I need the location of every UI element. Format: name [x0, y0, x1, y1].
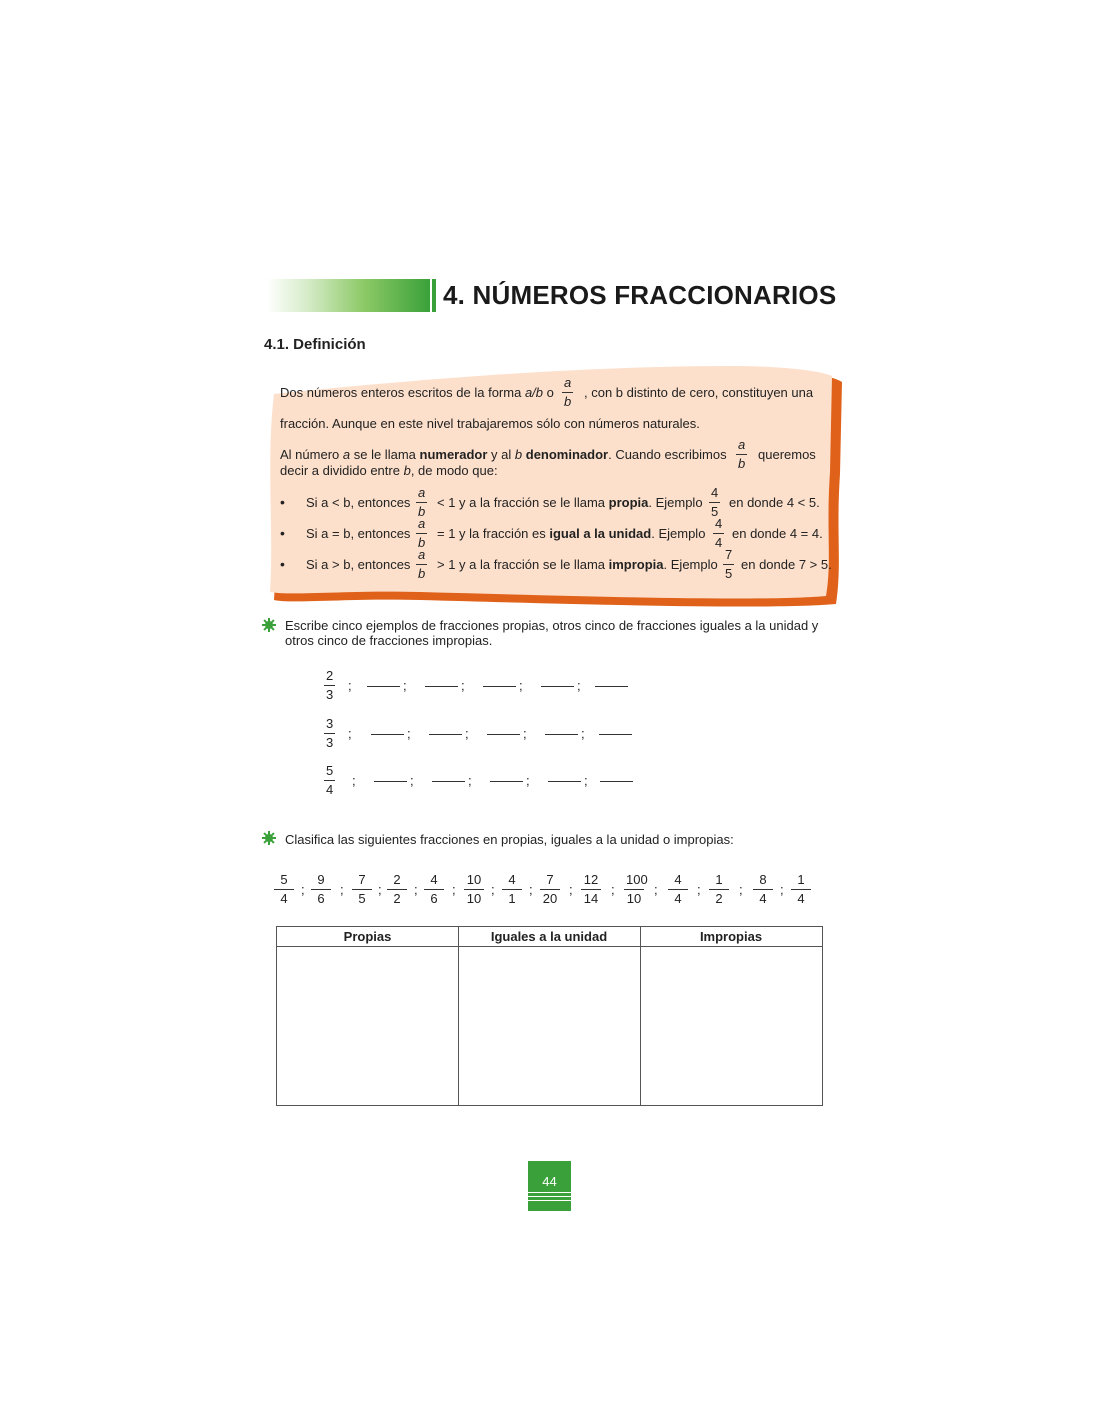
- classify-fraction: [502, 873, 522, 906]
- definition-text: . Cuando escribimos: [608, 447, 727, 462]
- denominator: 4: [326, 782, 334, 797]
- bullet-text: . Ejemplo: [651, 526, 706, 541]
- numerator: 100: [626, 872, 648, 887]
- classify-fraction: [424, 873, 444, 906]
- separator: ;: [465, 726, 469, 741]
- fraction-a-b: [736, 438, 747, 471]
- separator: ;: [739, 882, 743, 897]
- classify-fraction: [540, 873, 560, 906]
- cell-propias[interactable]: [277, 947, 458, 1105]
- denominator: 2: [393, 891, 401, 906]
- definition-text: Dos números enteros escritos de la forma: [280, 385, 522, 400]
- separator: ;: [526, 773, 530, 788]
- answer-blank[interactable]: [425, 686, 458, 687]
- separator: ;: [611, 882, 615, 897]
- denominator: 2: [715, 891, 723, 906]
- denominator: 6: [430, 891, 438, 906]
- bullet-symbol: •: [280, 494, 285, 510]
- classification-table: [276, 926, 823, 1106]
- numerator: 1: [715, 872, 723, 887]
- bullet-propia-start: Si a < b, entonces: [306, 495, 411, 510]
- separator: ;: [468, 773, 472, 788]
- numerator: 4: [508, 872, 516, 887]
- answer-blank[interactable]: [548, 781, 581, 782]
- row-2-fraction: [324, 717, 335, 750]
- numerator: 8: [759, 872, 767, 887]
- definition-line-3-end: queremos: [758, 447, 816, 462]
- numerator: 7: [546, 872, 554, 887]
- answer-blank[interactable]: [483, 686, 516, 687]
- separator: ;: [348, 678, 352, 693]
- definition-text: , de modo que:: [410, 463, 498, 478]
- page-number-rule: [528, 1192, 571, 1193]
- bullet-text: = 1 y la fracción es: [437, 526, 546, 541]
- classify-fraction: [311, 873, 331, 906]
- title-gradient-bar: [266, 279, 430, 312]
- example-fraction-propia: [709, 486, 720, 519]
- denominator: 20: [542, 891, 558, 906]
- term-impropia: impropia: [608, 557, 664, 572]
- denominator: 4: [759, 891, 767, 906]
- numerator: a: [418, 547, 426, 562]
- bullet-propia-text: [437, 495, 703, 511]
- term-igual-unidad: igual a la unidad: [549, 526, 652, 541]
- gear-icon: [262, 831, 276, 845]
- answer-blank[interactable]: [429, 734, 462, 735]
- separator: ;: [519, 678, 523, 693]
- bullet-igual-end: en donde 4 = 4.: [732, 526, 823, 541]
- denominator: 4: [674, 891, 682, 906]
- numerator: 4: [711, 485, 719, 500]
- separator: ;: [780, 882, 784, 897]
- numerator: 4: [430, 872, 438, 887]
- cell-impropias[interactable]: [641, 947, 822, 1105]
- answer-blank[interactable]: [487, 734, 520, 735]
- definition-box: [270, 364, 842, 610]
- numerator: 9: [317, 872, 325, 887]
- separator: ;: [348, 726, 352, 741]
- answer-blank[interactable]: [371, 734, 404, 735]
- denominator: 6: [317, 891, 325, 906]
- numerator: a: [738, 437, 746, 452]
- denominator: 1: [508, 891, 516, 906]
- classify-fraction: [464, 873, 484, 906]
- page-number: 44: [542, 1174, 557, 1189]
- ab-notation: a/b: [524, 385, 544, 400]
- gear-icon: [262, 618, 276, 632]
- page-number-rule: [528, 1200, 571, 1201]
- header-propias: Propias: [343, 929, 392, 944]
- separator: ;: [654, 882, 658, 897]
- numerator: 4: [674, 872, 682, 887]
- fraction-a-b: [416, 548, 427, 581]
- classify-fraction: [791, 873, 811, 906]
- example-fraction-impropia: [723, 548, 734, 581]
- definition-line-2: fracción. Aunque en este nivel trabajaremos sólo con números naturales.: [280, 416, 700, 431]
- answer-blank[interactable]: [432, 781, 465, 782]
- separator: ;: [403, 678, 407, 693]
- separator: ;: [491, 882, 495, 897]
- classify-fraction: [753, 873, 773, 906]
- denominator: b: [738, 456, 746, 471]
- exercise-1-line-2: otros cinco de fracciones impropias.: [285, 633, 493, 648]
- answer-blank[interactable]: [545, 734, 578, 735]
- numerator: a: [564, 375, 572, 390]
- denominator: b: [418, 566, 426, 581]
- row-3-fraction: [324, 764, 335, 797]
- separator: ;: [584, 773, 588, 788]
- exercise-2-text: Clasifica las siguientes fracciones en propias, iguales a la unidad o impropias:: [285, 832, 734, 847]
- bullet-text: . Ejemplo: [663, 557, 718, 572]
- fraction-a-b: [416, 486, 427, 519]
- definition-line-4: [280, 463, 498, 479]
- answer-blank[interactable]: [599, 734, 632, 735]
- classify-fraction: [624, 872, 648, 906]
- page-title: 4. NÚMEROS FRACCIONARIOS: [443, 280, 837, 310]
- numerator: 7: [725, 547, 733, 562]
- separator: ;: [529, 882, 533, 897]
- definition-text: y al: [491, 447, 512, 462]
- term-denominador: denominador: [525, 447, 609, 462]
- cell-iguales[interactable]: [459, 947, 640, 1105]
- numerator: a: [418, 516, 426, 531]
- separator: ;: [452, 882, 456, 897]
- classify-fraction: [709, 873, 729, 906]
- denominator: 5: [711, 504, 719, 519]
- numerator: 7: [358, 872, 366, 887]
- term-numerador: numerador: [419, 447, 488, 462]
- variable-b: b: [403, 463, 411, 478]
- separator: ;: [697, 882, 701, 897]
- bullet-text: > 1 y a la fracción se le llama: [437, 557, 605, 572]
- denominator: 3: [326, 735, 334, 750]
- separator: ;: [523, 726, 527, 741]
- denominator: b: [418, 504, 426, 519]
- definition-text: se le llama: [353, 447, 416, 462]
- answer-blank[interactable]: [595, 686, 628, 687]
- numerator: a: [418, 485, 426, 500]
- answer-blank[interactable]: [374, 781, 407, 782]
- denominator: 4: [280, 891, 288, 906]
- bullet-symbol: •: [280, 525, 285, 541]
- numerator: 1: [797, 872, 805, 887]
- fraction-a-b: [416, 517, 427, 550]
- numerator: 5: [280, 872, 288, 887]
- classify-fraction: [581, 873, 601, 906]
- header-iguales: Iguales a la unidad: [490, 929, 608, 944]
- bullet-text: < 1 y a la fracción se le llama: [437, 495, 605, 510]
- answer-blank[interactable]: [541, 686, 574, 687]
- definition-line-1-end: , con b distinto de cero, constituyen una: [584, 385, 814, 400]
- definition-line-3: [280, 447, 727, 463]
- page-number-rule: [528, 1196, 571, 1197]
- classify-fraction: [387, 873, 407, 906]
- bullet-impropia-end: en donde 7 > 5.: [741, 557, 832, 572]
- bullet-symbol: •: [280, 556, 285, 572]
- bullet-impropia-text: [437, 557, 718, 573]
- separator: ;: [340, 882, 344, 897]
- denominator: 4: [715, 535, 723, 550]
- exercise-1-line-1: Escribe cinco ejemplos de fracciones propias, otros cinco de fracciones iguales a la unidad y: [285, 618, 819, 633]
- denominator: 5: [725, 566, 733, 581]
- bullet-igual-text: [437, 526, 705, 542]
- section-heading: 4.1. Definición: [264, 336, 366, 353]
- title-divider: [432, 279, 436, 312]
- separator: ;: [414, 882, 418, 897]
- fraction-a-b: [562, 376, 573, 409]
- example-fraction-igual: [713, 517, 724, 550]
- definition-text: o: [546, 385, 554, 400]
- classify-fraction: [352, 873, 372, 906]
- numerator: 12: [583, 872, 599, 887]
- bullet-text: . Ejemplo: [648, 495, 703, 510]
- separator: ;: [461, 678, 465, 693]
- denominator: b: [564, 394, 572, 409]
- separator: ;: [410, 773, 414, 788]
- separator: ;: [378, 882, 382, 897]
- definition-text: Al número: [280, 447, 340, 462]
- term-propia: propia: [608, 495, 649, 510]
- classify-fraction: [668, 873, 688, 906]
- separator: ;: [407, 726, 411, 741]
- numerator: 5: [326, 763, 334, 778]
- separator: ;: [577, 678, 581, 693]
- bullet-impropia-start: Si a > b, entonces: [306, 557, 411, 572]
- separator: ;: [581, 726, 585, 741]
- definition-text: decir a dividido entre: [280, 463, 400, 478]
- numerator: 2: [393, 872, 401, 887]
- denominator: 10: [466, 891, 482, 906]
- bullet-propia-end: en donde 4 < 5.: [729, 495, 820, 510]
- header-impropias: Impropias: [699, 929, 763, 944]
- bullet-igual-start: Si a = b, entonces: [306, 526, 411, 541]
- separator: ;: [569, 882, 573, 897]
- definition-line-1: [280, 385, 554, 401]
- denominator: 4: [797, 891, 805, 906]
- variable-a: a: [342, 447, 351, 462]
- denominator: 3: [326, 687, 334, 702]
- numerator: 2: [326, 668, 334, 683]
- variable-b: b: [514, 447, 523, 462]
- denominator: 5: [358, 891, 366, 906]
- answer-blank[interactable]: [600, 781, 633, 782]
- classify-fraction: [274, 873, 294, 906]
- denominator: b: [418, 535, 426, 550]
- denominator: 14: [583, 891, 599, 906]
- denominator: 10: [626, 891, 642, 906]
- numerator: 10: [466, 872, 482, 887]
- row-1-fraction: [324, 669, 335, 702]
- answer-blank[interactable]: [367, 686, 400, 687]
- numerator: 4: [715, 516, 723, 531]
- answer-blank[interactable]: [490, 781, 523, 782]
- numerator: 3: [326, 716, 334, 731]
- separator: ;: [352, 773, 356, 788]
- separator: ;: [301, 882, 305, 897]
